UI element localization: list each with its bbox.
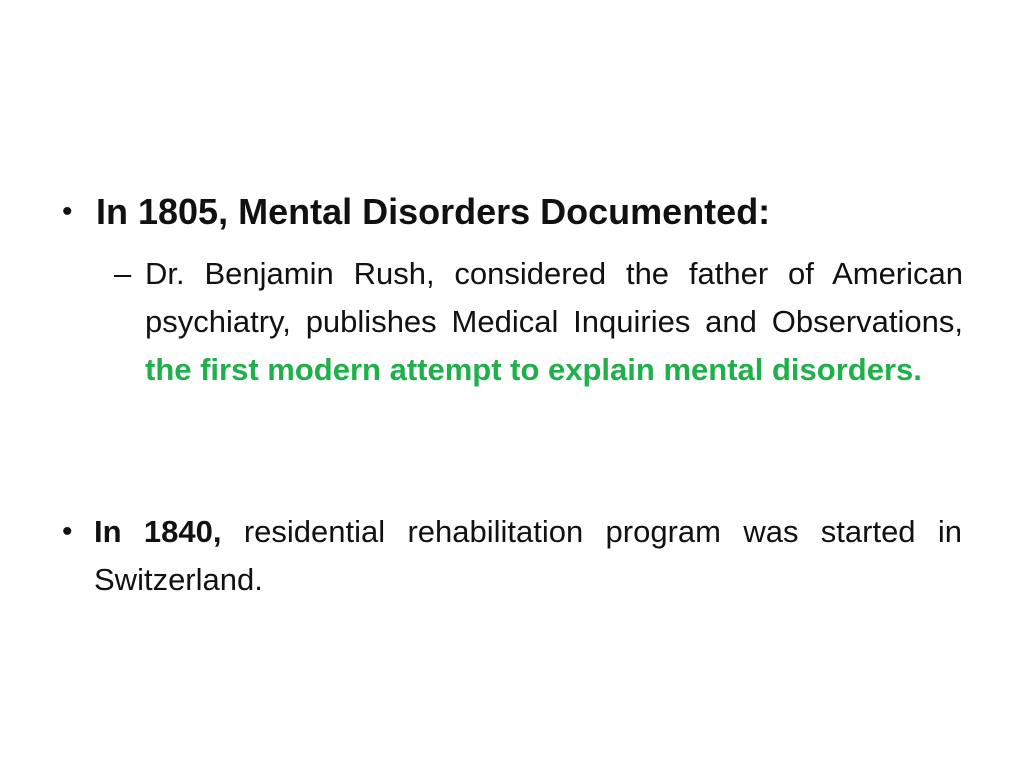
- bullet-1840-text: [94, 508, 962, 604]
- sub-bullet-benjamin-rush: [114, 250, 964, 394]
- bullet-1805-heading: In 1805, Mental Disorders Documented:: [96, 191, 771, 232]
- switzerland-program-text: residential rehabilitation program was started in Switzerland.: [94, 514, 963, 597]
- dash-icon: –: [114, 256, 132, 291]
- bullet-1840: [62, 508, 962, 604]
- bullet-1805: [62, 188, 962, 236]
- sub-bullet-text: [145, 250, 963, 394]
- bullet-dot-icon: •: [62, 515, 73, 548]
- bullet-dot-icon: •: [62, 195, 73, 228]
- rush-description: Dr. Benjamin Rush, considered the father of American psychiatry, publishes Medical Inquiries and Observations,: [145, 256, 963, 339]
- year-1840: In 1840,: [94, 514, 222, 549]
- highlight-first-modern-attempt: the first modern attempt to explain mental disorders.: [145, 352, 922, 387]
